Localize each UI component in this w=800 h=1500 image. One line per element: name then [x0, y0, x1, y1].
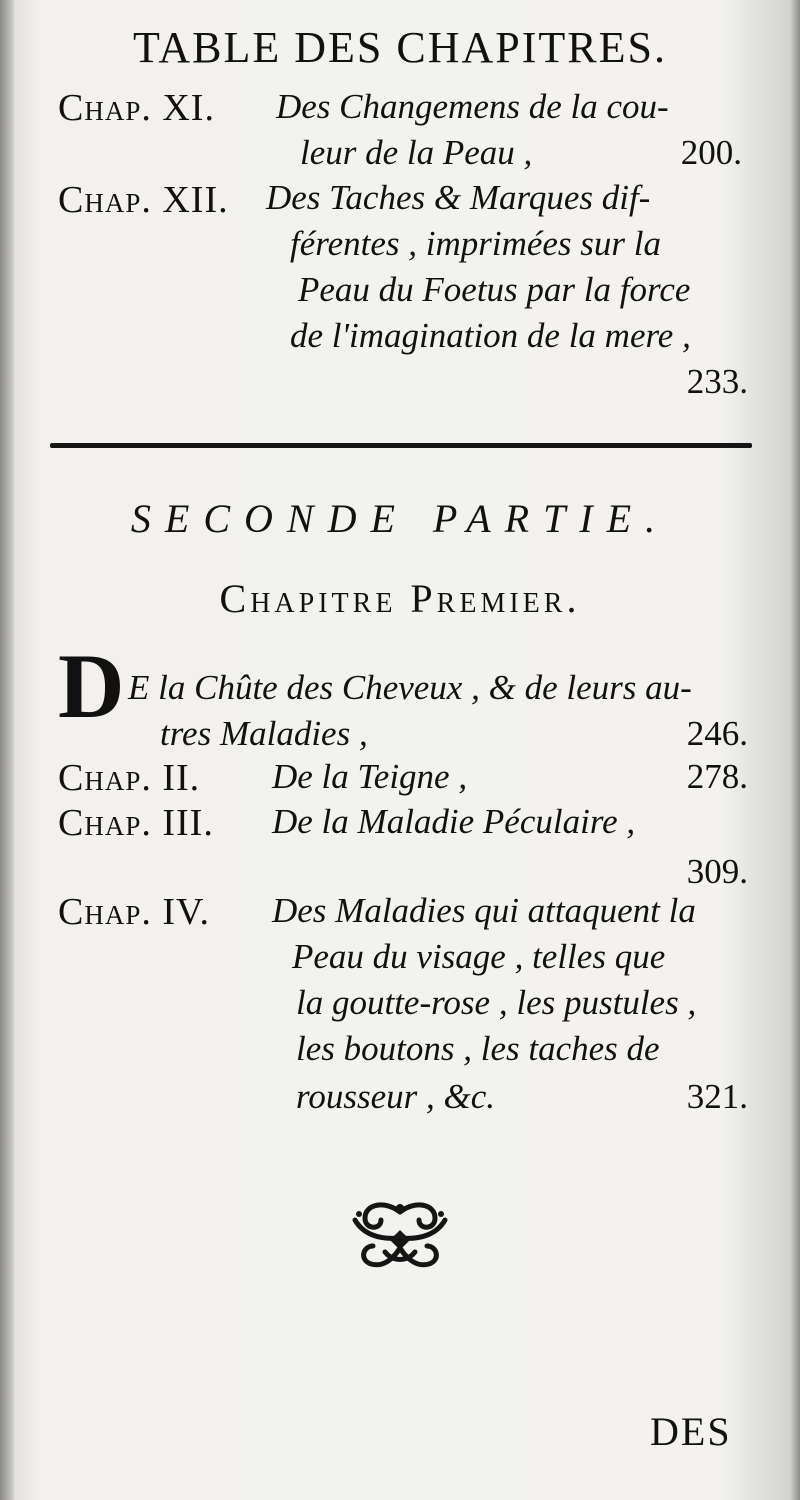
chapter-title: Chapitre Premier.: [219, 576, 581, 621]
drop-cap: D: [58, 635, 125, 737]
chapter-xii-page: 233.: [686, 362, 748, 401]
chapter-iv-title-line-3: la goutte-rose , les pustules ,: [296, 983, 697, 1022]
chapter-ii-title: De la Teigne ,: [272, 757, 468, 796]
chapter-iv-page: 321.: [686, 1077, 748, 1116]
page-left-shadow: [0, 0, 14, 1500]
chapter-iv-title-line-1: Des Maladies qui attaquent la: [272, 891, 696, 930]
chapter-iii-label: Chap. III.: [58, 802, 214, 844]
chapter-iii-title: De la Maladie Péculaire ,: [272, 802, 636, 841]
printer-ornament-icon: [345, 1200, 455, 1270]
chapter-ii-label: Chap. II.: [58, 757, 201, 799]
chapter-xi-title-line-1: Des Changemens de la cou-: [276, 87, 669, 126]
chapter-xii-title-line-2: férentes , imprimées sur la: [290, 224, 662, 263]
chapter-i-page: 246.: [686, 714, 748, 753]
chapter-i-title-line-1: E la Chûte des Cheveux , & de leurs au-: [128, 668, 692, 707]
chapter-i-title-line-2: tres Maladies ,: [160, 714, 368, 753]
chapter-iii-page: 309.: [686, 852, 748, 891]
chapter-ii-page: 278.: [686, 757, 748, 796]
chapter-xi-title-line-2: leur de la Peau ,: [300, 133, 533, 172]
running-head: TABLE DES CHAPITRES.: [133, 23, 667, 72]
chapter-xii-title-line-1: Des Taches & Marques dif-: [266, 178, 651, 217]
part-title: SECONDE PARTIE.: [130, 496, 670, 541]
section-divider-rule: [50, 443, 752, 448]
chapter-xi-page: 200.: [680, 133, 742, 172]
chapter-iv-title-line-2: Peau du visage , telles que: [292, 937, 666, 976]
catchword: DES: [650, 1409, 732, 1454]
chapter-iv-title-line-5: rousseur , &c.: [296, 1077, 495, 1116]
chapter-xii-title-line-4: de l'imagination de la mere ,: [290, 316, 691, 355]
chapter-xii-label: Chap. XII.: [58, 179, 229, 221]
chapter-xii-title-line-3: Peau du Foetus par la force: [298, 270, 691, 309]
chapter-iv-title-line-4: les boutons , les taches de: [296, 1029, 660, 1068]
chapter-iv-label: Chap. IV.: [58, 891, 211, 933]
page-right-shadow: [790, 0, 800, 1500]
chapter-xi-label: Chap. XI.: [58, 87, 215, 129]
